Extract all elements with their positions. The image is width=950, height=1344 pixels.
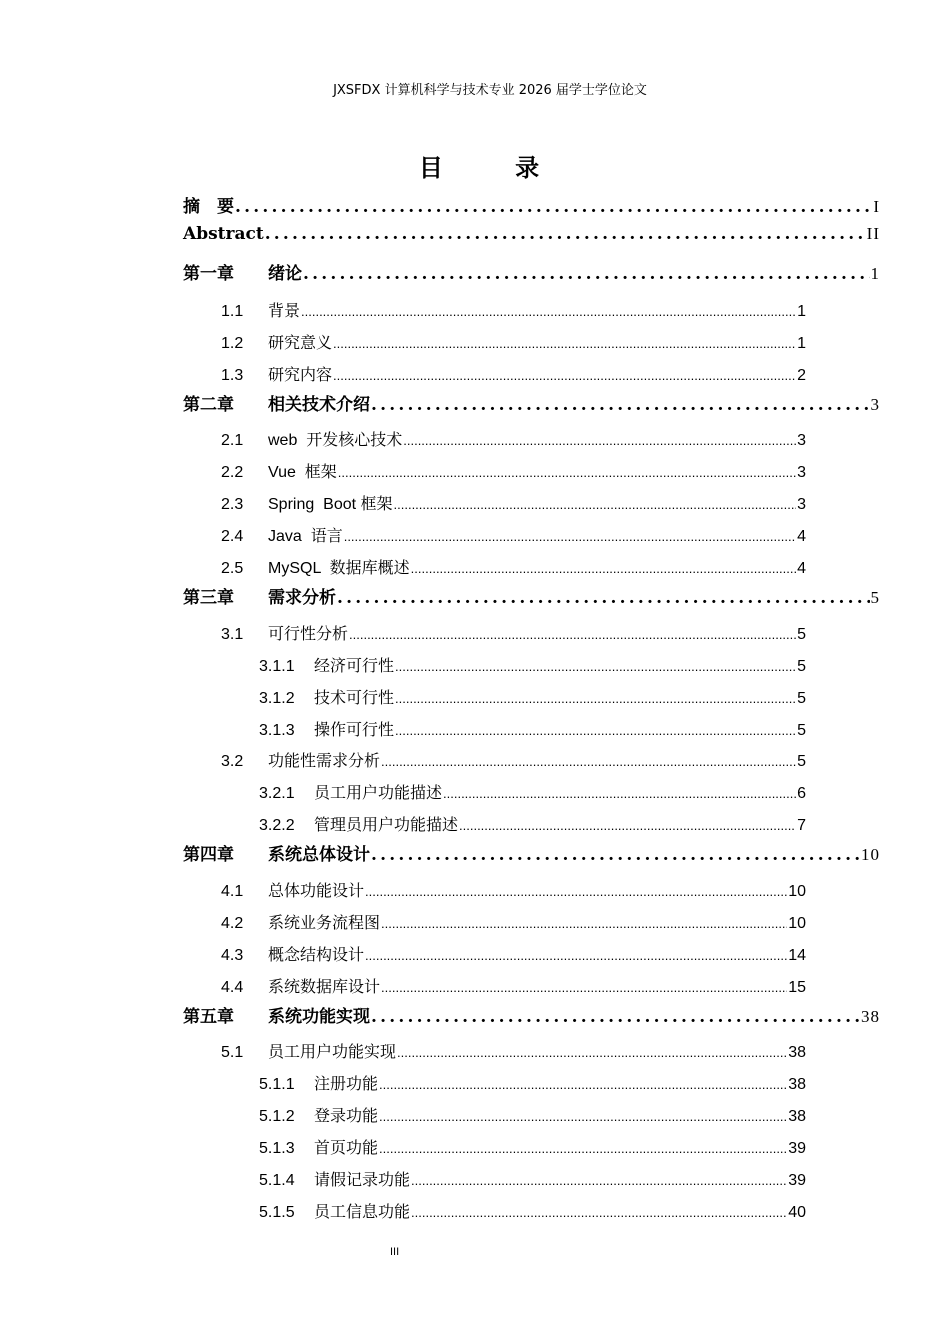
toc-entry-number: 1.2 (221, 335, 244, 352)
toc-dot-leader (411, 561, 796, 576)
toc-dot-leader (235, 197, 872, 217)
toc-entry-title: 操作可行性 (314, 722, 395, 739)
toc-entry-number: 5.1.3 (259, 1140, 295, 1157)
page-number: III (390, 1246, 400, 1258)
toc-page-number: 4 (797, 528, 806, 545)
toc-entry-title: 研究意义 (268, 335, 333, 352)
toc-page-number: 40 (788, 1204, 806, 1221)
toc-dot-leader (379, 1077, 787, 1092)
toc-page-number: 5 (797, 626, 806, 643)
toc-entry[interactable] (183, 390, 880, 415)
toc-entry[interactable] (183, 1002, 880, 1027)
toc-entry-number: 第二章 (183, 395, 234, 415)
toc-entry[interactable] (221, 878, 806, 901)
toc-page-number: 5 (797, 658, 806, 675)
toc-entry[interactable] (259, 780, 806, 803)
toc-entry-number: 2.5 (221, 560, 244, 577)
toc-entry-title: 需求分析 (268, 588, 336, 608)
toc-dot-leader (379, 1141, 787, 1156)
toc-dot-leader (459, 818, 796, 833)
toc-entry-title: 系统业务流程图 (268, 915, 381, 932)
toc-entry-number: 4.4 (221, 979, 244, 996)
toc-entry-title: Vue 框架 (268, 464, 337, 481)
toc-entry[interactable] (259, 685, 806, 708)
toc-entry-number: 4.3 (221, 947, 244, 964)
toc-entry[interactable] (221, 491, 806, 514)
toc-entry-number: 3.1 (221, 626, 244, 643)
toc-entry[interactable] (259, 717, 806, 740)
toc-entry[interactable] (221, 427, 806, 450)
toc-dot-leader (301, 304, 796, 319)
toc-entry[interactable] (259, 812, 806, 835)
toc-entry-title: 员工用户功能实现 (268, 1044, 397, 1061)
toc-entry-title: 登录功能 (314, 1108, 379, 1125)
toc-page-number: 38 (788, 1076, 806, 1093)
toc-dot-leader (379, 1109, 787, 1124)
toc-entry-title: web 开发核心技术 (268, 432, 403, 449)
toc-entry-title: 概念结构设计 (268, 947, 365, 964)
toc-dot-leader (303, 264, 870, 284)
toc-entry-title: Spring Boot 框架 (268, 496, 393, 513)
toc-entry-title: 可行性分析 (268, 626, 349, 643)
toc-page-number: 38 (788, 1108, 806, 1125)
toc-entry-title: 相关技术介绍 (268, 395, 370, 415)
toc-dot-leader (333, 368, 796, 383)
toc-dot-leader (333, 336, 796, 351)
page-title: 目 录 (418, 153, 572, 182)
toc-entry[interactable] (221, 942, 806, 965)
toc-entry[interactable] (221, 362, 806, 385)
toc-entry[interactable] (221, 555, 806, 578)
toc-page-number: 1 (870, 264, 880, 283)
toc-page-number: 10 (861, 845, 880, 864)
toc-entry-number: 2.3 (221, 496, 244, 513)
toc-entry-title: 员工信息功能 (314, 1204, 411, 1221)
toc-page-number: 5 (870, 588, 880, 607)
toc-entry-title: 请假记录功能 (314, 1172, 411, 1189)
toc-page-number: 1 (797, 335, 806, 352)
toc-dot-leader (365, 884, 787, 899)
toc-dot-leader (338, 465, 796, 480)
toc-dot-leader (411, 1205, 787, 1220)
toc-entry[interactable] (183, 840, 880, 865)
toc-page-number: 6 (797, 785, 806, 802)
toc-entry-title: 系统功能实现 (268, 1007, 370, 1027)
toc-entry-number: 2.4 (221, 528, 244, 545)
toc-entry-number: 5.1.1 (259, 1076, 295, 1093)
toc-dot-leader (371, 1007, 860, 1027)
toc-entry-number: 4.2 (221, 915, 244, 932)
toc-entry-number: 4.1 (221, 883, 244, 900)
toc-entry-title: MySQL 数据库概述 (268, 560, 410, 577)
toc-dot-leader (403, 433, 796, 448)
toc-page-number: II (866, 224, 880, 243)
toc-page-number: 5 (797, 753, 806, 770)
toc-dot-leader (411, 1173, 787, 1188)
toc-dot-leader (371, 845, 860, 865)
toc-page-number: 3 (797, 432, 806, 449)
toc-entry-title: 经济可行性 (314, 658, 395, 675)
toc-entry-number: 3.1.1 (259, 658, 295, 675)
toc-entry[interactable] (221, 330, 806, 353)
toc-entry-number: 5.1.4 (259, 1172, 295, 1189)
toc-dot-leader (381, 980, 787, 995)
toc-dot-leader (349, 627, 796, 642)
toc-page-number: 1 (797, 303, 806, 320)
toc-entry[interactable] (221, 621, 806, 644)
toc-page-number: 15 (788, 979, 806, 996)
toc-entry-title: 注册功能 (314, 1076, 379, 1093)
toc-entry[interactable] (221, 298, 806, 321)
toc-page-number: 5 (797, 690, 806, 707)
toc-entry-number: 摘 要 (183, 197, 234, 217)
toc-entry-title: 背景 (268, 303, 301, 320)
toc-entry-number: 1.1 (221, 303, 244, 320)
toc-entry-title: 技术可行性 (314, 690, 395, 707)
toc-dot-leader (381, 754, 796, 769)
toc-entry-number: 第三章 (183, 588, 234, 608)
toc-entry[interactable] (259, 1199, 806, 1222)
toc-entry[interactable] (259, 1167, 806, 1190)
toc-entry[interactable] (221, 523, 806, 546)
toc-dot-leader (371, 395, 870, 415)
toc-entry-number: 3.1.2 (259, 690, 295, 707)
toc-dot-leader (395, 691, 796, 706)
toc-dot-leader (344, 529, 796, 544)
toc-page-number: 3 (870, 395, 880, 414)
toc-entry[interactable] (221, 459, 806, 482)
toc-entry[interactable] (259, 653, 806, 676)
toc-entry-number: 3.2 (221, 753, 244, 770)
toc-page-number: 39 (788, 1172, 806, 1189)
toc-page-number: 38 (788, 1044, 806, 1061)
toc-dot-leader (395, 659, 796, 674)
toc-entry[interactable] (221, 1039, 806, 1062)
toc-entry-title: 系统总体设计 (268, 845, 370, 865)
toc-entry-number: 3.2.1 (259, 785, 295, 802)
toc-entry[interactable] (183, 259, 880, 284)
toc-dot-leader (337, 588, 870, 608)
toc-dot-leader (443, 786, 796, 801)
toc-entry[interactable] (221, 910, 806, 933)
toc-entry[interactable] (183, 192, 880, 217)
toc-dot-leader (397, 1045, 787, 1060)
toc-page-number: 10 (788, 915, 806, 932)
toc-entry-number: 5.1 (221, 1044, 244, 1061)
toc-entry[interactable] (221, 974, 806, 997)
toc-entry-title: 系统数据库设计 (268, 979, 381, 996)
toc-page-number: 2 (797, 367, 806, 384)
toc-page-number: 4 (797, 560, 806, 577)
toc-entry-number: 第四章 (183, 845, 234, 865)
toc-dot-leader (365, 948, 787, 963)
toc-page-number: 14 (788, 947, 806, 964)
toc-entry[interactable] (259, 1135, 806, 1158)
toc-entry-number: 3.2.2 (259, 817, 295, 834)
toc-page-number: 5 (797, 722, 806, 739)
toc-dot-leader (381, 916, 787, 931)
toc-entry[interactable] (183, 224, 880, 244)
page-header: JXSFDX 计算机科学与技术专业 2026 届学士学位论文 (333, 83, 647, 98)
toc-entry-number: 2.1 (221, 432, 244, 449)
toc-entry-number: Abstract (183, 224, 264, 244)
toc-entry-number: 第五章 (183, 1007, 234, 1027)
toc-entry-number: 1.3 (221, 367, 244, 384)
toc-entry-number: 5.1.5 (259, 1204, 295, 1221)
toc-dot-leader (395, 723, 796, 738)
toc-entry-number: 第一章 (183, 264, 234, 284)
toc-page-number: 10 (788, 883, 806, 900)
toc-entry-title: 管理员用户功能描述 (314, 817, 459, 834)
toc-entry[interactable] (259, 1103, 806, 1126)
toc-entry-title: 研究内容 (268, 367, 333, 384)
toc-dot-leader (265, 224, 866, 244)
toc-page-number: 3 (797, 464, 806, 481)
toc-page-number: 39 (788, 1140, 806, 1157)
toc-page-number: 7 (797, 817, 806, 834)
toc-entry-number: 5.1.2 (259, 1108, 295, 1125)
toc-entry-title: 总体功能设计 (268, 883, 365, 900)
toc-page-number: 38 (861, 1007, 880, 1026)
toc-entry-title: 首页功能 (314, 1140, 379, 1157)
toc-entry-number: 2.2 (221, 464, 244, 481)
toc-dot-leader (394, 497, 797, 512)
toc-page-number: I (873, 197, 880, 216)
toc-entry-title: 员工用户功能描述 (314, 785, 443, 802)
toc-page-number: 3 (797, 496, 806, 513)
toc-entry[interactable] (221, 748, 806, 771)
toc-entry[interactable] (259, 1071, 806, 1094)
toc-entry-title: 绪论 (268, 264, 302, 284)
toc-entry-title: 功能性需求分析 (268, 753, 381, 770)
toc-entry-title: Java 语言 (268, 528, 343, 545)
toc-entry-number: 3.1.3 (259, 722, 295, 739)
toc-entry[interactable] (183, 583, 880, 608)
